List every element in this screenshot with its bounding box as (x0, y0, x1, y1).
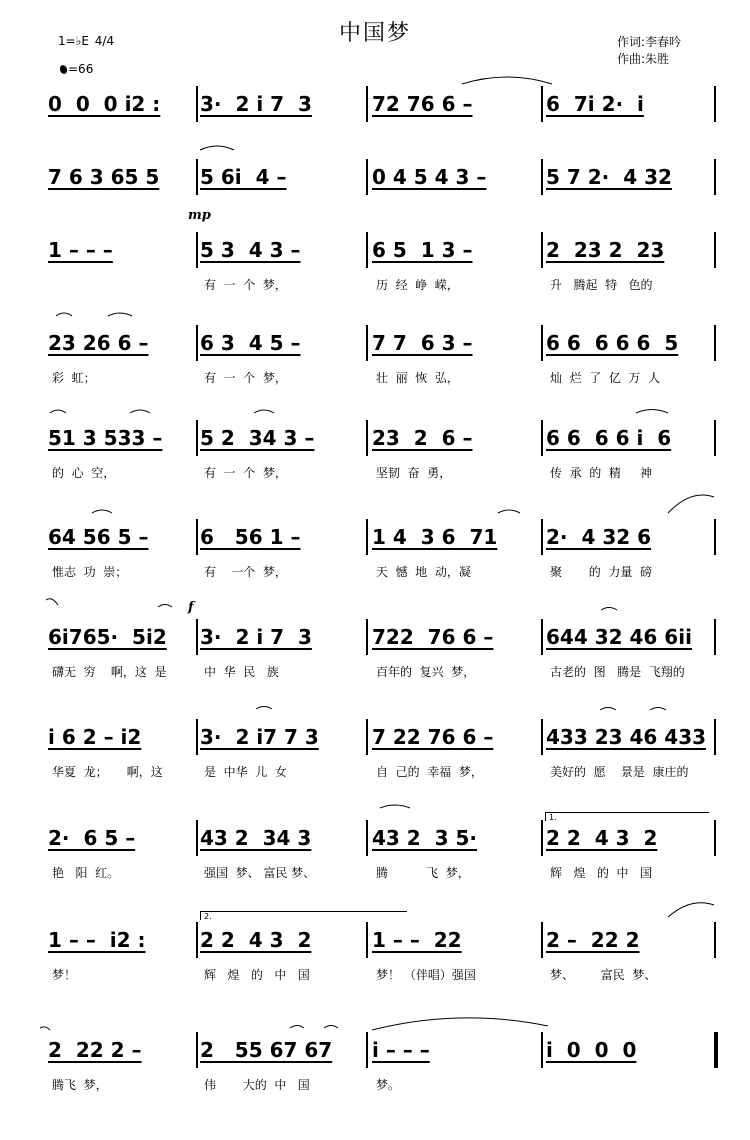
bar-line (714, 922, 716, 958)
measure-notes: 2 55 67 67 (200, 1038, 333, 1062)
bar-line (366, 1032, 368, 1068)
score-row (0, 717, 750, 827)
bar-line (196, 1032, 198, 1068)
bar-line (541, 719, 543, 755)
measure-notes: 7 7 6 3 – (372, 331, 473, 355)
bar-line (366, 820, 368, 856)
measure-notes: 6i765· 5i2 (48, 625, 167, 649)
bar-line (714, 719, 716, 755)
bar-line (541, 232, 543, 268)
dynamic-marking: mp (188, 208, 211, 223)
lyric-line: 腾飞 梦， (52, 1078, 108, 1092)
bar-line (541, 86, 543, 122)
measure-notes: 6 3 4 5 – (200, 331, 301, 355)
measure-notes: 6 6 6 6 6 5 (546, 331, 679, 355)
measure-notes: 51 3 533 – (48, 426, 163, 450)
lyric-line: 有 一 个 梦， (204, 466, 287, 480)
bar-line (541, 325, 543, 361)
lyric-line: 辉 煌 的 中 国 (204, 968, 310, 982)
measure-notes: 2 – 22 2 (546, 928, 640, 952)
bar-line (714, 619, 716, 655)
lyric-line: 腾 飞 梦， (376, 866, 470, 880)
composer-credit: 作曲:朱胜 (617, 52, 670, 66)
lyric-line: 自 己的 幸福 梦， (376, 765, 483, 779)
lyric-line: 有 一 个 梦， (204, 278, 287, 292)
bar-line (366, 86, 368, 122)
measure-notes: 23 2 6 – (372, 426, 473, 450)
time-signature: 4/4 (94, 34, 115, 48)
lyric-line: 华夏 龙； 啊，这 (52, 765, 163, 779)
bar-line (196, 159, 198, 195)
bar-line (366, 159, 368, 195)
lyric-line: 坚韧 奋 勇， (376, 466, 452, 480)
measure-notes: 6 6 6 6 i 6 (546, 426, 672, 450)
lyric-line: 聚 的 力量 磅 (550, 565, 652, 579)
bar-line (714, 159, 716, 195)
lyric-line: 传 承 的 精 神 (550, 466, 652, 480)
bar-line (541, 619, 543, 655)
measure-notes: 5 3 4 3 – (200, 238, 301, 262)
key-signature (58, 34, 114, 48)
dynamic-marking: f (188, 600, 194, 615)
lyric-line: 升 腾起 特 色的 (550, 278, 653, 292)
bar-line (366, 519, 368, 555)
measure-notes: 2· 6 5 – (48, 826, 136, 850)
measure-notes: 43 2 34 3 (200, 826, 312, 850)
bar-line (366, 922, 368, 958)
lyricist-credit: 作词:李春吟 (617, 35, 682, 49)
measure-notes: 1 4 3 6 71 (372, 525, 498, 549)
bar-line (196, 325, 198, 361)
volta-bracket (200, 911, 407, 920)
measure-notes: 3· 2 i7 7 3 (200, 725, 319, 749)
bar-line (714, 420, 716, 456)
bar-line (366, 232, 368, 268)
measure-notes: i 6 2 – i2 (48, 725, 142, 749)
lyric-line: 美好的 愿 景是 康庄的 (550, 765, 689, 779)
bar-line (196, 719, 198, 755)
measure-notes: 2 22 2 – (48, 1038, 142, 1062)
measure-notes: 23 26 6 – (48, 331, 149, 355)
measure-notes: 3· 2 i 7 3 (200, 92, 312, 116)
bar-line (714, 1032, 718, 1068)
measure-notes: 5 7 2· 4 32 (546, 165, 672, 189)
lyric-line: 礴无 穷 啊，这 是 (52, 665, 167, 679)
bar-line (196, 922, 198, 958)
measure-notes: 6 56 1 – (200, 525, 301, 549)
measure-notes: 64 56 5 – (48, 525, 149, 549)
lyric-line: 历 经 峥 嵘， (376, 278, 459, 292)
score-row (0, 617, 750, 727)
lyric-line: 中 华 民 族 (204, 665, 279, 679)
lyric-line: 梦！ （伴唱）强国 (376, 968, 476, 982)
bar-line (541, 820, 543, 856)
bar-line (714, 325, 716, 361)
bar-line (196, 420, 198, 456)
bar-line (366, 719, 368, 755)
bar-line (196, 232, 198, 268)
bar-line (541, 922, 543, 958)
lyric-line: 的 心 空， (52, 466, 116, 480)
score-row (0, 920, 750, 1030)
lyric-line: 古老的 图 腾是 飞翔的 (550, 665, 685, 679)
measure-notes: 0 0 0 i2 : (48, 92, 161, 116)
tempo-marking (60, 62, 93, 76)
measure-notes: 433 23 46 433 (546, 725, 707, 749)
lyric-line: 惟志 功 崇； (52, 565, 128, 579)
lyric-line: 天 憾 地 动，凝 (376, 565, 471, 579)
lyric-line: 梦。 (376, 1078, 401, 1092)
bar-line (366, 420, 368, 456)
bar-line (541, 1032, 543, 1068)
lyric-line: 梦！ (52, 968, 77, 982)
bar-line (196, 619, 198, 655)
bar-line (714, 820, 716, 856)
bar-line (714, 86, 716, 122)
score-row (0, 323, 750, 433)
bar-line (541, 420, 543, 456)
score-row (0, 517, 750, 627)
lyric-line: 壮 丽 恢 弘， (376, 371, 459, 385)
measure-notes: 2 23 2 23 (546, 238, 665, 262)
bar-line (196, 519, 198, 555)
bar-line (714, 519, 716, 555)
tempo-value: =66 (68, 62, 94, 76)
measure-notes: 43 2 3 5· (372, 826, 478, 850)
lyric-line: 灿 烂 了 亿 万 人 (550, 371, 661, 385)
measure-notes: 3· 2 i 7 3 (200, 625, 312, 649)
lyric-line: 强国 梦、 富民 梦、 (204, 866, 316, 880)
lyric-line: 百年的 复兴 梦， (376, 665, 476, 679)
measure-notes: 5 2 34 3 – (200, 426, 315, 450)
measure-notes: 5 6i 4 – (200, 165, 287, 189)
lyric-line: 艳 阳 红。 (52, 866, 120, 880)
bar-line (366, 619, 368, 655)
measure-notes: 2· 4 32 6 (546, 525, 652, 549)
bar-line (196, 86, 198, 122)
lyric-line: 有 一个 梦， (204, 565, 287, 579)
bar-line (196, 820, 198, 856)
song-title: 中国梦 (338, 21, 411, 46)
score-row (0, 1030, 750, 1140)
quarter-note-icon (59, 64, 69, 75)
measure-notes: 1 – – i2 : (48, 928, 146, 952)
volta-bracket (545, 812, 709, 821)
measure-notes: 7 22 76 6 – (372, 725, 494, 749)
lyric-line: 伟 大的 中 国 (204, 1078, 310, 1092)
volta-label: 1. (549, 813, 557, 822)
measure-notes: 7 6 3 65 5 (48, 165, 160, 189)
lyric-line: 彩 虹； (52, 371, 96, 385)
lyric-line: 有 一 个 梦， (204, 371, 287, 385)
measure-notes: 6 7i 2· i (546, 92, 644, 116)
bar-line (714, 232, 716, 268)
measure-notes: i – – – (372, 1038, 430, 1062)
measure-notes: 1 – – – (48, 238, 113, 262)
bar-line (541, 519, 543, 555)
measure-notes: 6 5 1 3 – (372, 238, 473, 262)
score-row (0, 418, 750, 528)
measure-notes: 0 4 5 4 3 – (372, 165, 487, 189)
measure-notes: 722 76 6 – (372, 625, 494, 649)
measure-notes: i 0 0 0 (546, 1038, 637, 1062)
measure-notes: 72 76 6 – (372, 92, 473, 116)
slur (462, 77, 552, 84)
lyric-line: 是 中华 儿 女 (204, 765, 287, 779)
lyric-line: 梦、 富民 梦、 (550, 968, 657, 982)
bar-line (366, 325, 368, 361)
measure-notes: 2 2 4 3 2 (200, 928, 312, 952)
bar-line (541, 159, 543, 195)
measure-notes: 1 – – 22 (372, 928, 462, 952)
key-label: 1=♭E (58, 34, 89, 48)
volta-label: 2. (204, 912, 212, 921)
measure-notes: 644 32 46 6ii (546, 625, 692, 649)
measure-notes: 2 2 4 3 2 (546, 826, 658, 850)
lyric-line: 辉 煌 的 中 国 (550, 866, 652, 880)
